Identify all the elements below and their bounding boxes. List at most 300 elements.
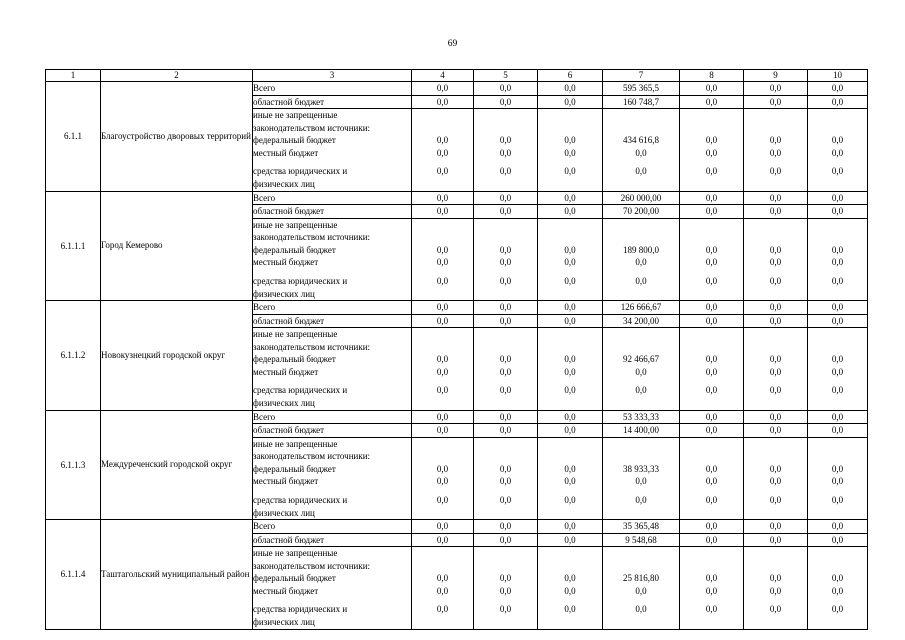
amount-cell: 0,0	[538, 205, 603, 219]
amount-cell	[808, 109, 868, 192]
funding-source-line: областной бюджет	[253, 534, 325, 545]
amount-line	[808, 616, 867, 629]
funding-source-line: местный бюджет	[253, 585, 319, 596]
amount-line: 0,0	[705, 494, 718, 505]
amount-line	[474, 616, 537, 629]
amount-cell: 0,0	[744, 424, 808, 438]
amount-cell	[603, 109, 680, 192]
amount-cell	[412, 109, 474, 192]
amount-cell	[603, 437, 680, 520]
funding-source-line: федеральный бюджет	[253, 463, 336, 474]
amount-line: 0,0	[499, 257, 512, 267]
amount-line	[474, 109, 537, 122]
amount-line	[680, 231, 743, 244]
amount-line: 0,0	[499, 494, 512, 505]
funding-source-line: иные не запрещенные	[253, 329, 338, 339]
amount-line	[744, 109, 807, 122]
amount-cell: 0,0	[680, 95, 744, 109]
amount-cell: 0,0	[680, 314, 744, 328]
amount-line	[412, 178, 473, 191]
amount-line	[744, 178, 807, 191]
amount-line	[680, 328, 743, 341]
amount-cell: 0,0	[412, 520, 474, 534]
amount-cell: 0,0	[538, 533, 603, 547]
amount-line: 0,0	[564, 385, 576, 395]
amount-cell	[538, 547, 603, 630]
amount-line	[412, 560, 473, 573]
amount-cell: 0,0	[808, 95, 868, 109]
amount-line	[808, 328, 867, 341]
funding-source-line: иные не запрещенные	[253, 110, 338, 120]
amount-cell: 0,0	[412, 314, 474, 328]
amount-line	[808, 341, 867, 354]
amount-line: 0,0	[499, 573, 512, 583]
amount-line: 0,0	[564, 366, 576, 377]
amount-line	[680, 219, 743, 232]
amount-line	[603, 450, 679, 463]
item-code: 6.1.1	[46, 82, 101, 192]
column-header: 9	[744, 70, 808, 82]
amount-line: 0,0	[564, 135, 576, 145]
funding-source-line: физических лиц	[253, 617, 315, 627]
amount-cell: 0,0	[680, 520, 744, 534]
amount-cell: 0,0	[680, 301, 744, 315]
amount-line: 189 800,0	[623, 244, 659, 255]
amount-line: 0,0	[499, 463, 512, 474]
amount-line	[412, 507, 473, 520]
amount-line: 0,0	[831, 476, 844, 486]
amount-line: 0,0	[499, 244, 512, 255]
amount-line: 0,0	[635, 604, 647, 614]
amount-line: 0,0	[769, 244, 782, 255]
amount-line: 0,0	[769, 573, 782, 583]
amount-cell	[680, 547, 744, 630]
amount-line	[680, 341, 743, 354]
amount-line: 0,0	[769, 135, 782, 145]
amount-line	[412, 341, 473, 354]
table-row	[46, 82, 868, 96]
header-row	[46, 70, 868, 82]
amount-line	[808, 178, 867, 191]
amount-line	[744, 438, 807, 451]
funding-source-line: местный бюджет	[253, 476, 319, 486]
amount-line	[680, 109, 743, 122]
amount-line: 0,0	[499, 604, 512, 614]
funding-source-line: Всего	[253, 302, 276, 312]
column-header: 10	[808, 70, 868, 82]
amount-line	[680, 560, 743, 573]
amount-line: 0,0	[769, 166, 782, 176]
funding-source-line: физических лиц	[253, 288, 315, 299]
amount-line	[603, 438, 679, 451]
item-name: Междуреченский городской округ	[101, 410, 253, 520]
amount-line: 0,0	[635, 585, 647, 596]
amount-cell: 0,0	[412, 205, 474, 219]
amount-line	[538, 616, 602, 629]
amount-cell: 260 000,00	[603, 191, 680, 205]
amount-line	[603, 288, 679, 301]
funding-source-line: областной бюджет	[253, 315, 325, 326]
amount-line: 0,0	[769, 366, 782, 377]
amount-cell	[680, 328, 744, 411]
amount-line	[412, 616, 473, 629]
amount-cell: 0,0	[474, 82, 538, 96]
amount-line	[538, 231, 602, 244]
funding-source-line: областной бюджет	[253, 206, 325, 216]
funding-source-line: Всего	[253, 192, 276, 203]
funding-source-line: физических лиц	[253, 179, 315, 189]
funding-source-line: законодательством источники:	[253, 122, 371, 133]
amount-cell: 0,0	[412, 410, 474, 424]
funding-source-line: Всего	[253, 411, 276, 422]
amount-cell: 0,0	[538, 424, 603, 438]
funding-source-line: средства юридических и	[253, 494, 348, 505]
amount-cell: 0,0	[538, 95, 603, 109]
amount-cell	[744, 218, 808, 301]
amount-line	[808, 450, 867, 463]
funding-source-line: иные не запрещенные	[253, 219, 338, 230]
amount-line	[808, 438, 867, 451]
amount-line	[474, 122, 537, 135]
amount-cell: 0,0	[474, 410, 538, 424]
funding-source-line: Всего	[253, 521, 276, 531]
amount-line: 38 933,33	[623, 463, 659, 474]
funding-source	[253, 205, 412, 219]
amount-line	[538, 547, 602, 560]
page-number: 69	[447, 39, 458, 49]
amount-line: 0,0	[635, 147, 647, 158]
amount-cell: 0,0	[538, 82, 603, 96]
amount-line: 0,0	[705, 463, 718, 474]
amount-cell	[744, 547, 808, 630]
amount-line	[412, 231, 473, 244]
amount-cell	[744, 437, 808, 520]
amount-cell	[474, 328, 538, 411]
amount-cell: 0,0	[538, 301, 603, 315]
amount-line	[744, 219, 807, 232]
amount-cell: 0,0	[744, 95, 808, 109]
amount-cell: 0,0	[474, 520, 538, 534]
amount-cell: 0,0	[412, 301, 474, 315]
column-header: 8	[680, 70, 744, 82]
amount-cell: 0,0	[680, 424, 744, 438]
amount-line	[680, 397, 743, 410]
funding-source-line: местный бюджет	[253, 366, 319, 377]
amount-line: 0,0	[436, 257, 449, 267]
amount-line: 0,0	[705, 354, 718, 364]
column-header: 4	[412, 70, 474, 82]
amount-line	[412, 288, 473, 301]
amount-cell	[474, 547, 538, 630]
amount-line: 0,0	[436, 244, 449, 255]
amount-cell	[808, 547, 868, 630]
amount-line	[538, 341, 602, 354]
column-header: 3	[253, 70, 412, 82]
amount-line: 0,0	[564, 463, 576, 474]
amount-line	[474, 288, 537, 301]
amount-line	[538, 288, 602, 301]
amount-line	[538, 438, 602, 451]
amount-line	[744, 328, 807, 341]
amount-line: 0,0	[831, 463, 844, 474]
amount-cell: 160 748,7	[603, 95, 680, 109]
amount-cell: 0,0	[744, 205, 808, 219]
amount-line	[680, 288, 743, 301]
amount-line	[603, 219, 679, 232]
amount-line	[744, 341, 807, 354]
amount-cell: 0,0	[538, 314, 603, 328]
amount-line	[744, 397, 807, 410]
amount-line: 0,0	[705, 244, 718, 255]
amount-line: 0,0	[831, 573, 844, 583]
amount-line	[474, 178, 537, 191]
amount-cell: 0,0	[412, 95, 474, 109]
amount-cell: 0,0	[680, 82, 744, 96]
amount-line: 0,0	[705, 385, 718, 395]
amount-line	[474, 547, 537, 560]
amount-cell: 0,0	[474, 191, 538, 205]
amount-cell: 0,0	[808, 82, 868, 96]
amount-cell: 0,0	[744, 533, 808, 547]
amount-cell	[808, 328, 868, 411]
amount-line: 0,0	[564, 573, 576, 583]
amount-cell: 14 400,00	[603, 424, 680, 438]
amount-line: 0,0	[705, 604, 718, 614]
amount-line	[744, 616, 807, 629]
amount-line	[808, 547, 867, 560]
amount-line	[603, 397, 679, 410]
amount-line	[680, 507, 743, 520]
item-name: Благоустройство дворовых территорий	[101, 82, 253, 192]
amount-cell: 70 200,00	[603, 205, 680, 219]
amount-line	[808, 109, 867, 122]
amount-line: 0,0	[499, 135, 512, 145]
amount-line: 0,0	[499, 354, 512, 364]
amount-cell: 0,0	[474, 301, 538, 315]
amount-cell	[744, 109, 808, 192]
amount-cell: 595 365,5	[603, 82, 680, 96]
amount-cell	[412, 547, 474, 630]
funding-source-line: средства юридических и	[253, 385, 348, 395]
amount-cell	[538, 218, 603, 301]
amount-line: 0,0	[499, 147, 512, 158]
amount-line: 0,0	[499, 385, 512, 395]
amount-cell	[538, 328, 603, 411]
budget-table	[45, 69, 868, 630]
amount-line: 92 466,67	[623, 354, 659, 364]
amount-cell: 0,0	[474, 205, 538, 219]
amount-line	[603, 122, 679, 135]
amount-line: 0,0	[635, 385, 647, 395]
amount-line: 0,0	[831, 385, 844, 395]
amount-line: 0,0	[705, 476, 718, 486]
amount-cell: 0,0	[744, 191, 808, 205]
funding-source	[253, 424, 412, 438]
amount-line	[808, 122, 867, 135]
amount-line	[603, 547, 679, 560]
funding-source-line: законодательством источники:	[253, 341, 371, 352]
amount-line	[474, 397, 537, 410]
amount-line: 0,0	[705, 366, 718, 377]
amount-line	[744, 450, 807, 463]
funding-source-line: средства юридических и	[253, 604, 348, 614]
amount-cell: 0,0	[474, 533, 538, 547]
amount-line: 0,0	[499, 476, 512, 486]
amount-line: 0,0	[564, 476, 576, 486]
amount-line: 0,0	[436, 494, 449, 505]
amount-line: 0,0	[769, 385, 782, 395]
funding-source-line: средства юридических и	[253, 166, 348, 176]
amount-line	[744, 560, 807, 573]
amount-line: 0,0	[436, 573, 449, 583]
amount-line	[680, 438, 743, 451]
amount-line: 0,0	[705, 166, 718, 176]
amount-line: 0,0	[564, 354, 576, 364]
amount-line	[474, 507, 537, 520]
column-header: 7	[603, 70, 680, 82]
amount-line: 0,0	[769, 585, 782, 596]
amount-line: 0,0	[436, 166, 449, 176]
amount-cell	[808, 437, 868, 520]
amount-line: 0,0	[831, 244, 844, 255]
amount-line: 0,0	[769, 494, 782, 505]
amount-line	[538, 397, 602, 410]
item-name: Новокузнецкий городской округ	[101, 301, 253, 411]
amount-line: 0,0	[564, 604, 576, 614]
amount-line: 0,0	[635, 476, 647, 486]
amount-line: 0,0	[635, 275, 647, 286]
funding-source-line: областной бюджет	[253, 425, 325, 435]
amount-cell	[474, 218, 538, 301]
amount-line	[538, 507, 602, 520]
amount-line	[474, 231, 537, 244]
funding-source-line: областной бюджет	[253, 96, 325, 107]
amount-line: 0,0	[705, 147, 718, 158]
amount-cell	[808, 218, 868, 301]
amount-line: 0,0	[564, 275, 576, 286]
funding-source	[253, 82, 412, 96]
amount-cell: 0,0	[744, 314, 808, 328]
amount-line: 0,0	[564, 244, 576, 255]
amount-cell: 0,0	[808, 314, 868, 328]
amount-cell: 0,0	[744, 301, 808, 315]
funding-source-line: федеральный бюджет	[253, 354, 336, 364]
amount-line	[680, 547, 743, 560]
amount-line: 0,0	[436, 585, 449, 596]
amount-line	[538, 178, 602, 191]
amount-line: 0,0	[769, 354, 782, 364]
amount-cell	[412, 328, 474, 411]
amount-line	[744, 231, 807, 244]
funding-source-line: законодательством источники:	[253, 560, 371, 571]
amount-line	[808, 231, 867, 244]
funding-source-line: федеральный бюджет	[253, 244, 336, 255]
amount-cell	[603, 328, 680, 411]
amount-line	[538, 109, 602, 122]
amount-line: 0,0	[769, 275, 782, 286]
amount-line: 0,0	[564, 494, 576, 505]
amount-line: 0,0	[436, 275, 449, 286]
amount-line	[808, 507, 867, 520]
amount-line: 0,0	[436, 385, 449, 395]
funding-source-line: средства юридических и	[253, 275, 348, 286]
amount-line: 0,0	[564, 166, 576, 176]
amount-line: 0,0	[499, 275, 512, 286]
table-row	[46, 191, 868, 205]
amount-cell: 0,0	[808, 520, 868, 534]
funding-source	[253, 547, 412, 630]
amount-line	[603, 109, 679, 122]
amount-line	[412, 438, 473, 451]
funding-source	[253, 437, 412, 520]
funding-source	[253, 410, 412, 424]
item-code: 6.1.1.2	[46, 301, 101, 411]
amount-cell	[538, 109, 603, 192]
amount-line: 0,0	[831, 354, 844, 364]
amount-line: 0,0	[436, 476, 449, 486]
column-header: 1	[46, 70, 101, 82]
table-row	[46, 410, 868, 424]
amount-line: 434 616,8	[623, 135, 659, 145]
item-code: 6.1.1.1	[46, 191, 101, 301]
amount-cell: 0,0	[744, 520, 808, 534]
amount-cell	[412, 437, 474, 520]
amount-line: 0,0	[564, 147, 576, 158]
amount-line	[412, 450, 473, 463]
amount-cell: 0,0	[538, 520, 603, 534]
amount-line	[680, 122, 743, 135]
funding-source	[253, 328, 412, 411]
funding-source-line: федеральный бюджет	[253, 573, 336, 583]
amount-cell	[680, 109, 744, 192]
amount-line	[538, 560, 602, 573]
amount-line	[474, 450, 537, 463]
amount-line	[538, 450, 602, 463]
amount-line: 0,0	[436, 463, 449, 474]
amount-line: 0,0	[635, 494, 647, 505]
amount-cell: 0,0	[744, 82, 808, 96]
funding-source	[253, 109, 412, 192]
amount-line	[744, 288, 807, 301]
amount-cell: 126 666,67	[603, 301, 680, 315]
amount-line	[744, 507, 807, 520]
amount-line	[474, 341, 537, 354]
amount-line: 0,0	[635, 366, 647, 377]
amount-line: 0,0	[831, 166, 844, 176]
amount-line: 0,0	[564, 257, 576, 267]
amount-line: 0,0	[831, 257, 844, 267]
funding-source	[253, 218, 412, 301]
column-header: 5	[474, 70, 538, 82]
amount-line	[412, 397, 473, 410]
amount-cell: 0,0	[538, 410, 603, 424]
amount-line: 0,0	[831, 494, 844, 505]
table-row	[46, 520, 868, 534]
amount-line: 0,0	[831, 366, 844, 377]
funding-source-line: иные не запрещенные	[253, 548, 338, 558]
funding-source-line: федеральный бюджет	[253, 135, 336, 145]
amount-line: 0,0	[705, 135, 718, 145]
amount-cell: 0,0	[412, 533, 474, 547]
amount-line	[603, 328, 679, 341]
amount-line: 0,0	[436, 366, 449, 377]
amount-line: 0,0	[831, 147, 844, 158]
amount-cell	[603, 547, 680, 630]
amount-cell: 0,0	[412, 424, 474, 438]
amount-line: 0,0	[635, 257, 647, 267]
amount-line	[808, 560, 867, 573]
funding-source	[253, 191, 412, 205]
